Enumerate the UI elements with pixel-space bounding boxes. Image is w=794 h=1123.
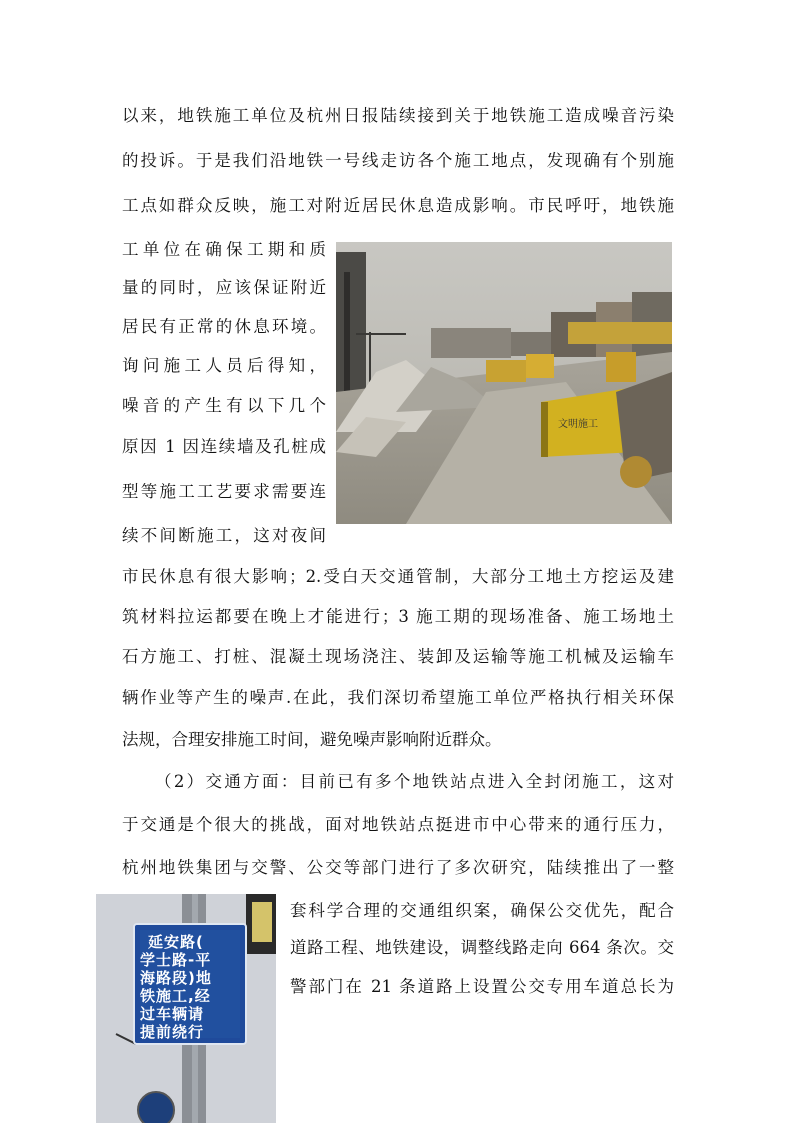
sign-text-line: 海路段)地 [140, 969, 212, 987]
sign-text-line: 延安路( [148, 933, 204, 951]
sign-text-line: 铁施工,经 [140, 987, 211, 1005]
text-line: 市民休息有很大影响；2.受白天交通管制，大部分工地土方挖运及建 [122, 567, 674, 586]
road-sign-illustration [96, 894, 276, 1123]
text-line: 噪音的产生有以下几个 [122, 396, 326, 415]
text-line: 原因 1 因连续墙及孔桩成 [122, 437, 326, 456]
text-line: 筑材料拉运都要在晚上才能进行；3 施工期的现场准备、施工场地土 [122, 607, 674, 626]
text-line: 量的同时，应该保证附近 [122, 278, 326, 297]
text-line: 警部门在 21 条道路上设置公交专用车道总长为 [290, 977, 674, 996]
text-line: 工点如群众反映，施工对附近居民休息造成影响。市民呼吁，地铁施 [122, 196, 674, 215]
text-line: 以来，地铁施工单位及杭州日报陆续接到关于地铁施工造成噪音污染 [122, 106, 674, 125]
text-line: 道路工程、地铁建设，调整线路走向 664 条次。交 [290, 938, 674, 957]
text-line: 于交通是个很大的挑战，面对地铁站点挺进市中心带来的通行压力， [122, 815, 674, 834]
text-line: 型等施工工艺要求需要连 [122, 482, 326, 501]
text-line: 居民有正常的休息环境。 [122, 317, 326, 336]
text-line: 询问施工人员后得知， [122, 356, 326, 375]
text-line: 工单位在确保工期和质 [122, 240, 326, 259]
text-line: 套科学合理的交通组织案，确保公交优先，配合 [290, 901, 674, 920]
sign-text-line: 过车辆请 [140, 1005, 205, 1023]
text-line: 杭州地铁集团与交警、公交等部门进行了多次研究，陆续推出了一整 [122, 858, 674, 877]
text-line: 辆作业等产生的噪声.在此，我们深切希望施工单位严格执行相关环保 [122, 688, 674, 707]
text-line: 续不间断施工，这对夜间 [122, 526, 326, 545]
site-sign-text: 文明施工 [558, 419, 598, 430]
text-line: 的投诉。于是我们沿地铁一号线走访各个施工地点，发现确有个别施 [122, 151, 674, 170]
text-line: （2）交通方面：目前已有多个地铁站点进入全封闭施工，这对 [155, 772, 674, 791]
sign-text-line: 提前绕行 [140, 1023, 205, 1041]
road-sign-photo [96, 894, 276, 1123]
construction-site-illustration [336, 242, 672, 524]
sign-text-line: 学士路-平 [140, 951, 212, 969]
text-line: 法规，合理安排施工时间，避免噪声影响附近群众。 [122, 730, 502, 749]
construction-site-photo [336, 242, 672, 524]
text-line: 石方施工、打桩、混凝土现场浇注、装卸及运输等施工机械及运输车 [122, 647, 674, 666]
